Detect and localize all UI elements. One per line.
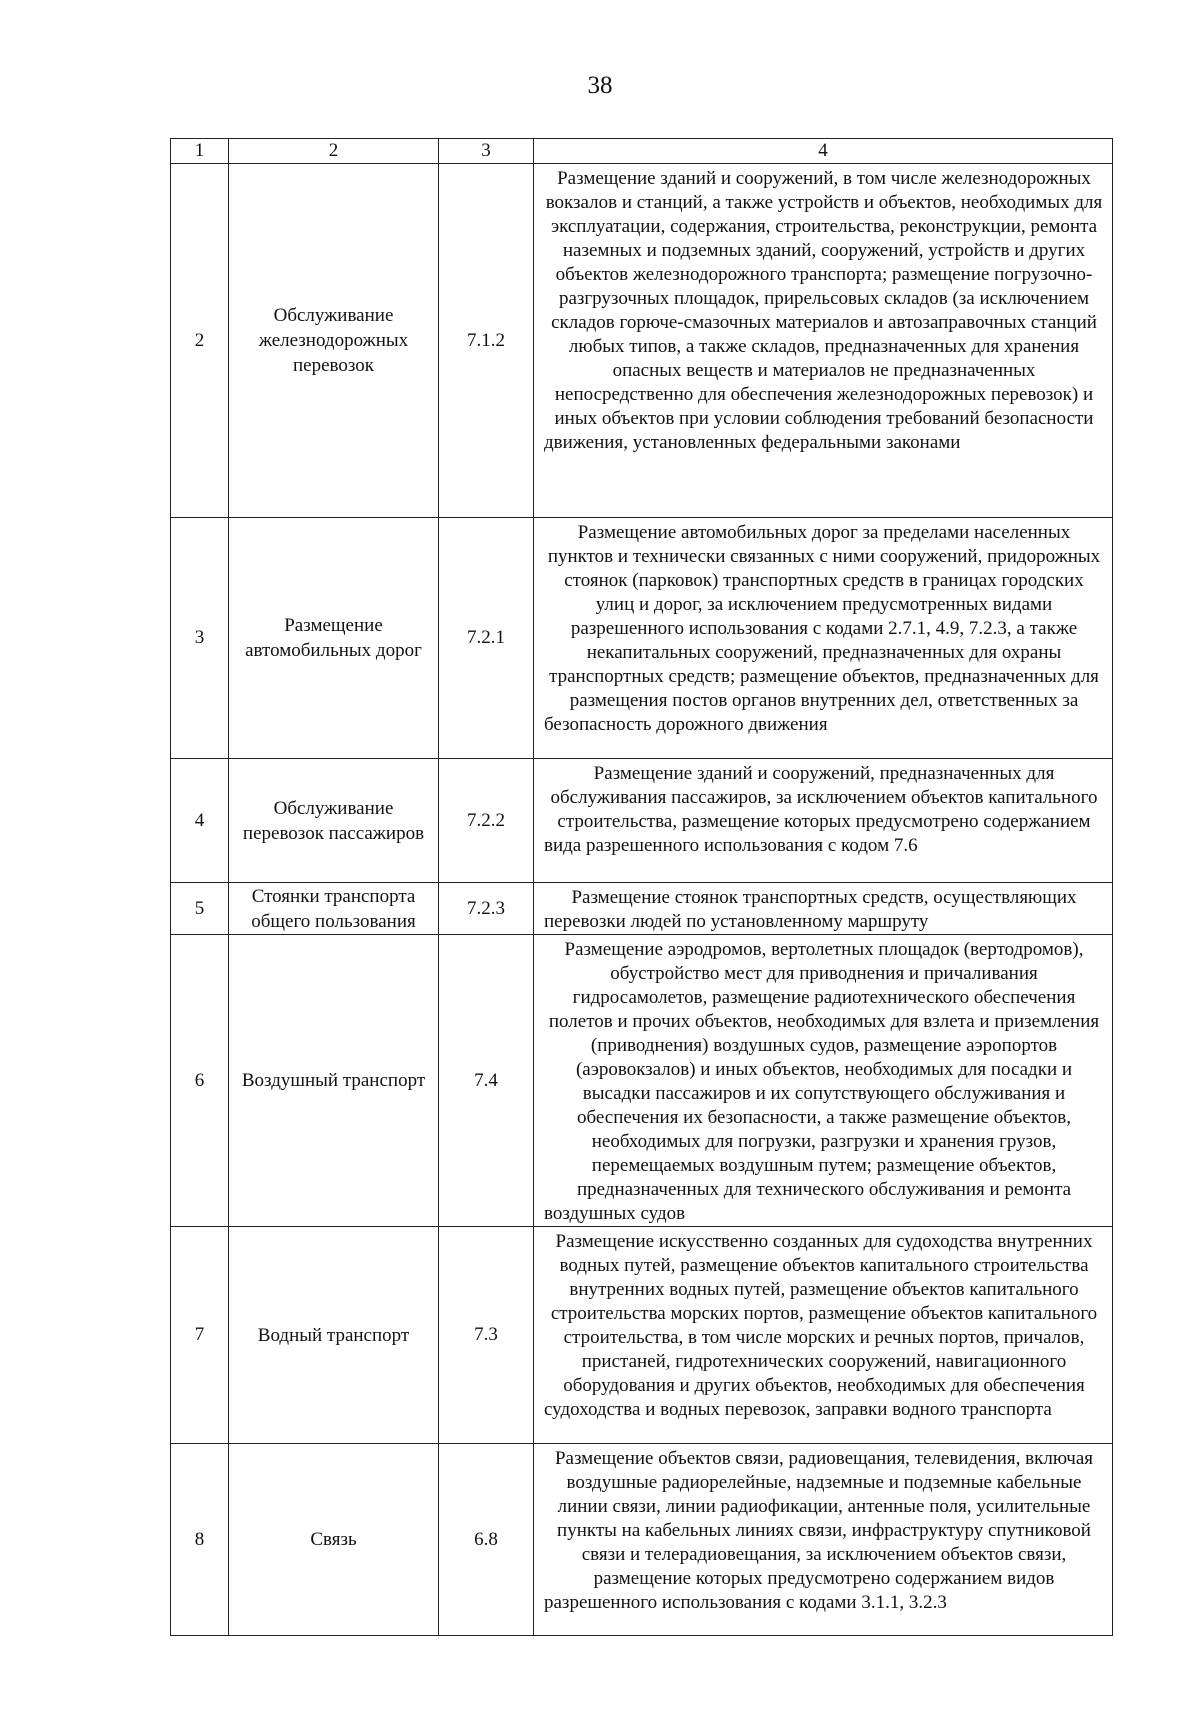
- table-row: [171, 1227, 1113, 1444]
- table-row: [171, 759, 1113, 883]
- header-cell: 4: [534, 139, 1113, 164]
- row-code: 7.2.3: [439, 883, 534, 935]
- row-number: 5: [171, 883, 229, 935]
- row-name: Обслуживание перевозок пассажиров: [229, 759, 439, 883]
- table-header-row: [171, 139, 1113, 164]
- table-row: [171, 518, 1113, 759]
- header-cell: 3: [439, 139, 534, 164]
- row-number: 4: [171, 759, 229, 883]
- row-description: Размещение объектов связи, радиовещания, телевидения, включая воздушные радиорелейные, надземные и подземные кабельные линии связи, линии радиофикации, антенные поля, усилительные пункты на кабельных линиях связи, инфраструктуру спутниковой связи и телерадиовещания, за исключением объектов связи, размещение которых предусмотрено содержанием видов разрешенного использования с кодами 3.1.1, 3.2.3: [534, 1444, 1113, 1636]
- row-code: 7.4: [439, 935, 534, 1227]
- row-name: Связь: [229, 1444, 439, 1636]
- table-row: [171, 1444, 1113, 1636]
- page-number: 38: [587, 72, 613, 99]
- table-row: [171, 883, 1113, 935]
- row-number: 2: [171, 164, 229, 518]
- row-description: Размещение автомобильных дорог за пределами населенных пунктов и технически связанных с ними сооружений, придорожных стоянок (парковок) транспортных средств в границах городских улиц и дорог, за исключением предусмотренных видами разрешенного использования с кодами 2.7.1, 4.9, 7.2.3, а также некапитальных сооружений, предназначенных для охраны транспортных средств; размещение объектов, предназначенных для размещения постов органов внутренних дел, ответственных за безопасность дорожного движения: [534, 518, 1113, 759]
- row-description: Размещение искусственно созданных для судоходства внутренних водных путей, размещение объектов капитального строительства внутренних водных путей, размещение объектов капитального строительства морских портов, размещение объектов капитального строительства, в том числе морских и речных портов, причалов, пристаней, гидротехнических сооружений, навигационного оборудования и других объектов, необходимых для обеспечения судоходства и водных перевозок, заправки водного транспорта: [534, 1227, 1113, 1444]
- row-code: 7.3: [439, 1227, 534, 1444]
- header-cell: 2: [229, 139, 439, 164]
- table-row: [171, 164, 1113, 518]
- row-description: Размещение зданий и сооружений, в том числе железнодорожных вокзалов и станций, а также устройств и объектов, необходимых для эксплуатации, содержания, строительства, реконструкции, ремонта наземных и подземных зданий, сооружений, устройств и других объектов железнодорожного транспорта; размещение погрузочно-разгрузочных площадок, прирельсовых складов (за исключением складов горюче-смазочных материалов и автозаправочных станций любых типов, а также складов, предназначенных для хранения опасных веществ и материалов не предназначенных непосредственно для обеспечения железнодорожных перевозок) и иных объектов при условии соблюдения требований безопасности движения, установленных федеральными законами: [534, 164, 1113, 518]
- table-row: [171, 935, 1113, 1227]
- row-number: 6: [171, 935, 229, 1227]
- land-use-table: [170, 138, 1113, 1636]
- row-code: 6.8: [439, 1444, 534, 1636]
- row-code: 7.1.2: [439, 164, 534, 518]
- row-name: Стоянки транспорта общего пользования: [229, 883, 439, 935]
- row-name: Обслуживание железнодорожных перевозок: [229, 164, 439, 518]
- row-number: 8: [171, 1444, 229, 1636]
- row-name: Размещение автомобильных дорог: [229, 518, 439, 759]
- row-name: Воздушный транспорт: [229, 935, 439, 1227]
- header-cell: 1: [171, 139, 229, 164]
- row-number: 7: [171, 1227, 229, 1444]
- row-code: 7.2.1: [439, 518, 534, 759]
- row-number: 3: [171, 518, 229, 759]
- row-description: Размещение аэродромов, вертолетных площадок (вертодромов), обустройство мест для приводнения и причаливания гидросамолетов, размещение радиотехнического обеспечения полетов и прочих объектов, необходимых для взлета и приземления (приводнения) воздушных судов, размещение аэропортов (аэровокзалов) и иных объектов, необходимых для посадки и высадки пассажиров и их сопутствующего обслуживания и обеспечения их безопасности, а также размещение объектов, необходимых для погрузки, разгрузки и хранения грузов, перемещаемых воздушным путем; размещение объектов, предназначенных для технического обслуживания и ремонта воздушных судов: [534, 935, 1113, 1227]
- row-name: Водный транспорт: [229, 1227, 439, 1444]
- row-code: 7.2.2: [439, 759, 534, 883]
- row-description: Размещение зданий и сооружений, предназначенных для обслуживания пассажиров, за исключением объектов капитального строительства, размещение которых предусмотрено содержанием вида разрешенного использования с кодом 7.6: [534, 759, 1113, 883]
- row-description: Размещение стоянок транспортных средств, осуществляющих перевозки людей по установленному маршруту: [534, 883, 1113, 935]
